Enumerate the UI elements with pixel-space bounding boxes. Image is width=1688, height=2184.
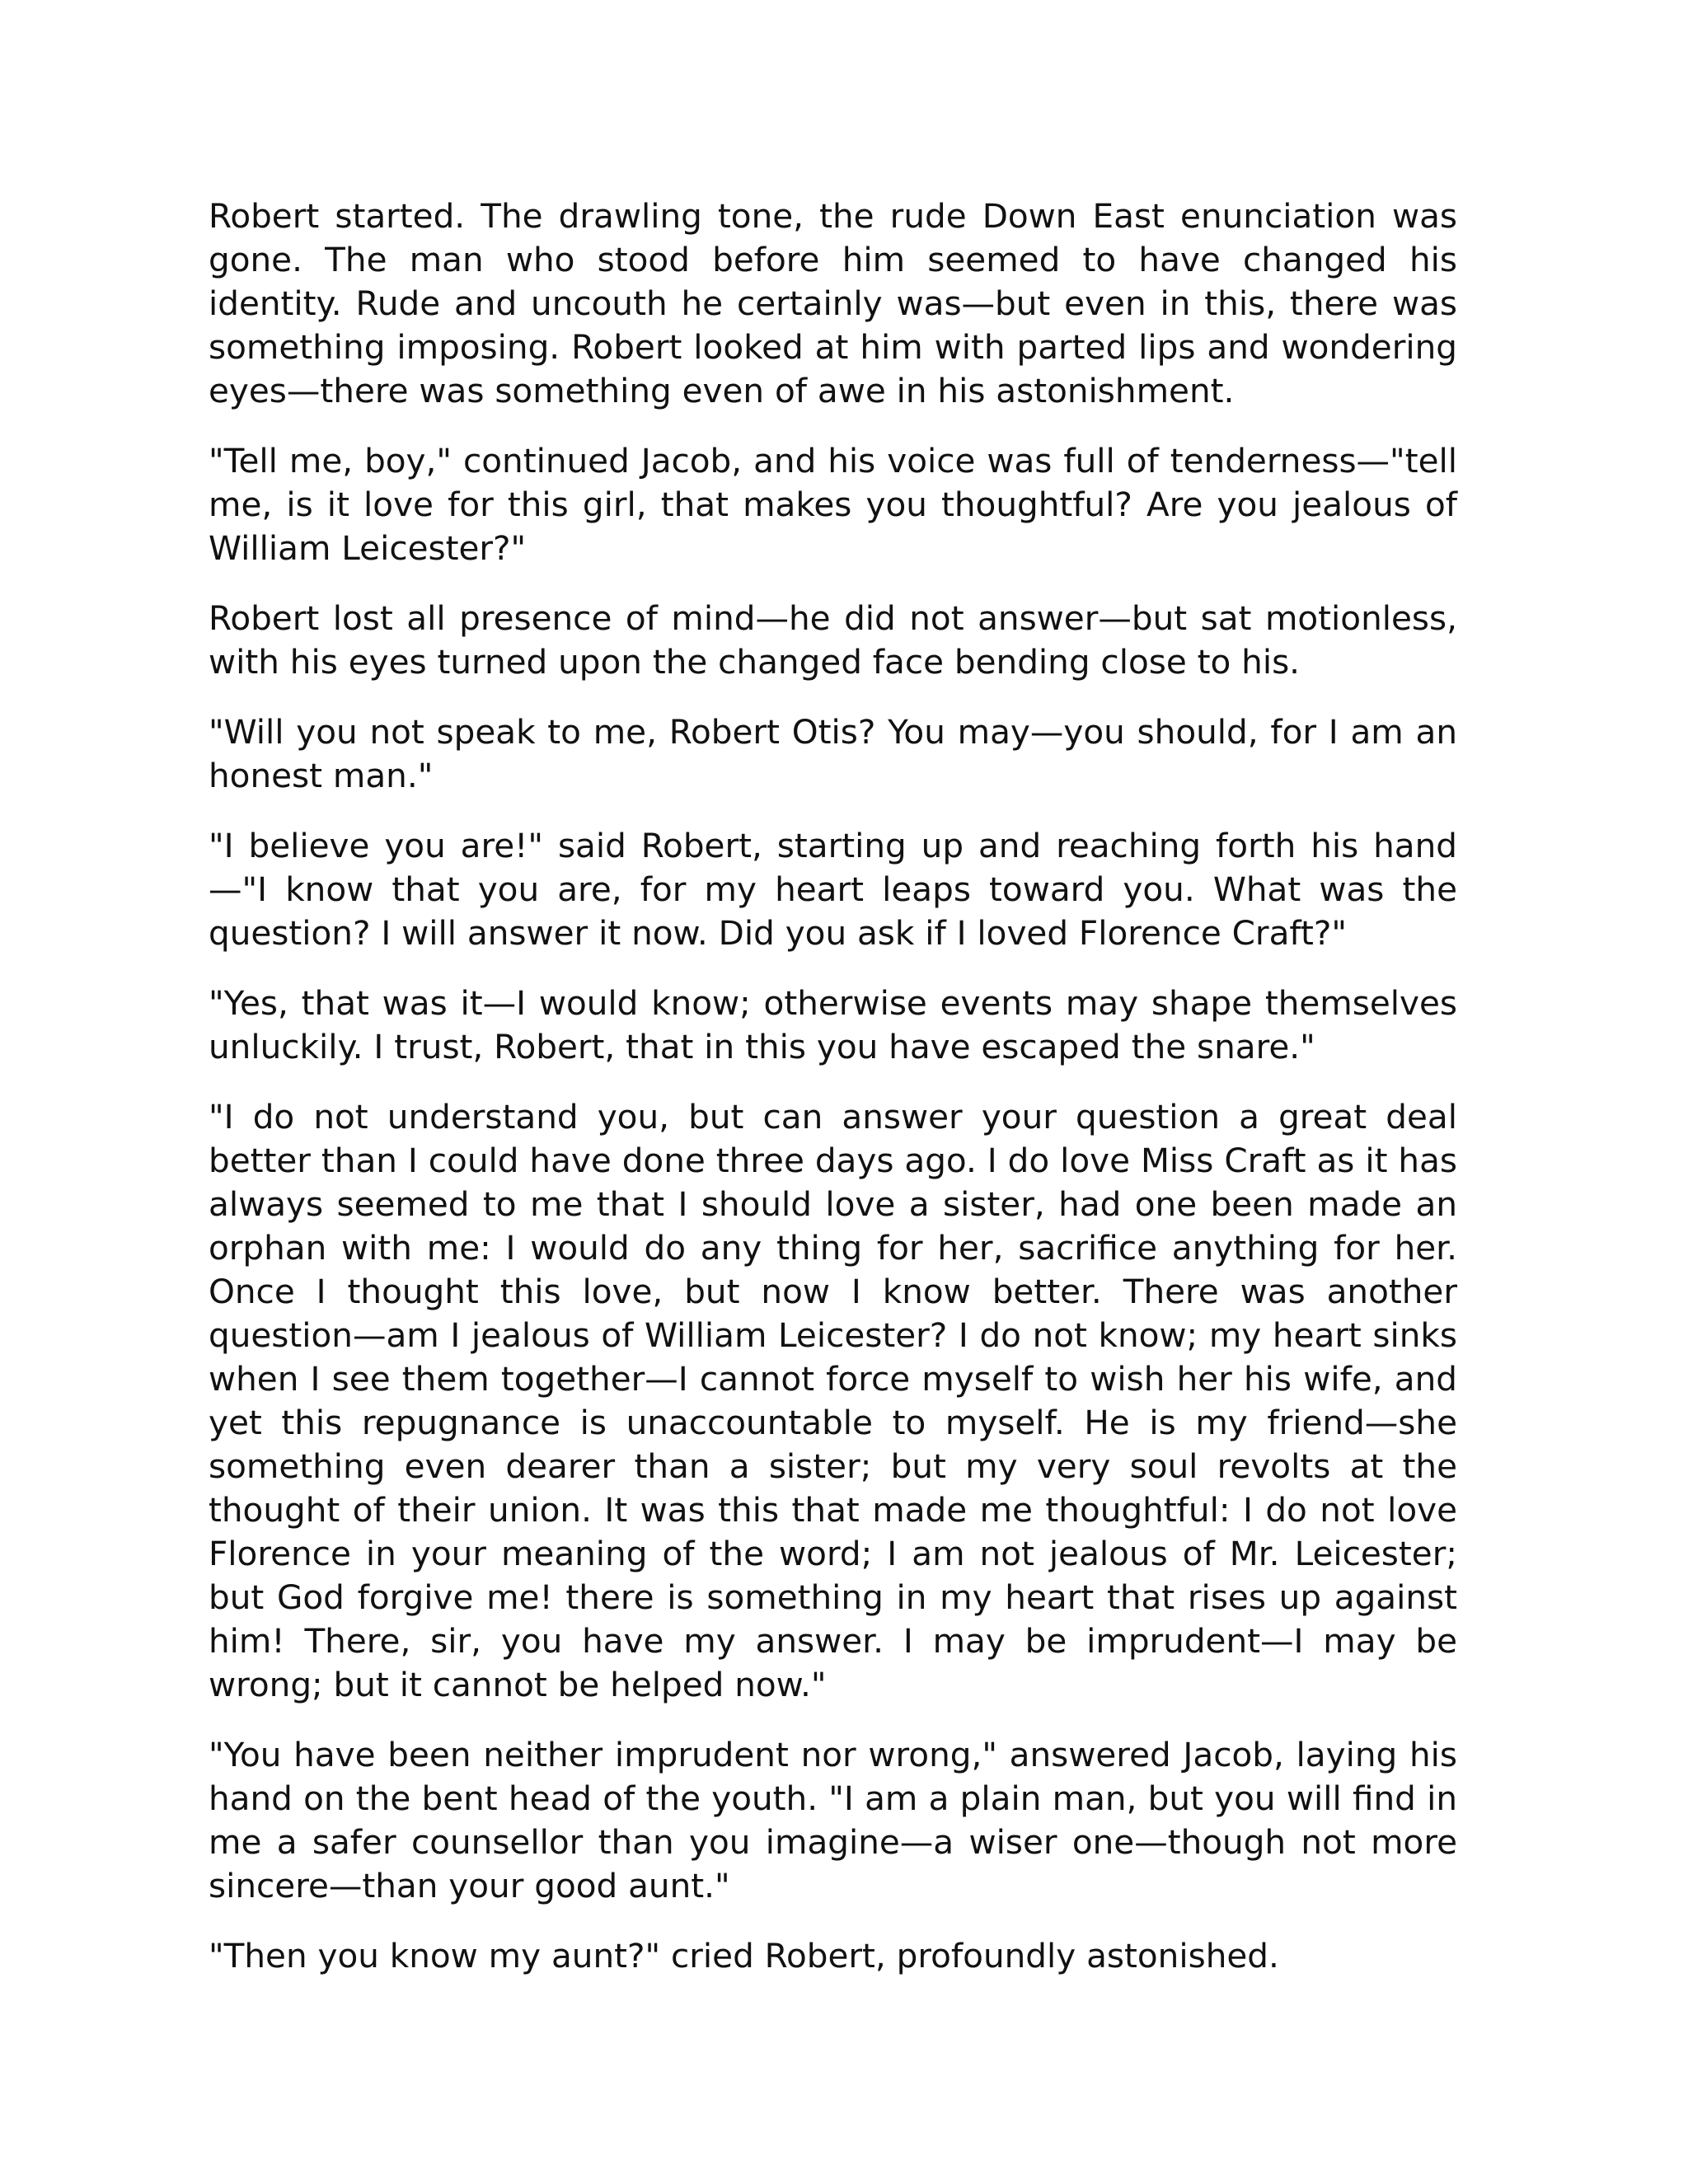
paragraph: "I do not understand you, but can answer your question a great deal better than I could have done three days ago. I do love Miss Craft as it has always seemed to me that I should love a sister, had one been made an orphan with me: I would do any thing for her, sacrifice anything for her. Once I thought this love, but now I know better. There was another question—am I jealous of William Leicester? I do not know; my heart sinks when I see them together—I cannot force myself to wish her his wife, and yet this repugnance is unaccountable to myself. He is my friend—she something even dearer than a sister; but my very soul revolts at the thought of their union. It was this that made me thoughtful: I do not love Florence in your meaning of the word; I am not jealous of Mr. Leicester; but God forgive me! there is something in my heart that rises up against him! There, sir, you have my answer. I may be imprudent—I may be wrong; but it cannot be helped now." — [209, 1097, 1457, 1704]
paragraph: "Will you not speak to me, Robert Otis? You may—you should, for I am an honest man." — [209, 712, 1457, 795]
paragraph: "Yes, that was it—I would know; otherwise events may shape themselves unluckily. I trust, Robert, that in this you have escaped the snare." — [209, 983, 1457, 1066]
paragraph: Robert started. The drawling tone, the rude Down East enunciation was gone. The man who stood before him seemed to have changed his identity. Rude and uncouth he certainly was—but even in this, there was something imposing. Robert looked at him with parted lips and wondering eyes—there was something even of awe in his astonishment. — [209, 196, 1457, 410]
paragraph: "I believe you are!" said Robert, starting up and reaching forth his hand—"I know that you are, for my heart leaps toward you. What was the question? I will answer it now. Did you ask if I loved Florence Craft?" — [209, 826, 1457, 953]
document-page — [209, 194, 1457, 1978]
paragraph: "Tell me, boy," continued Jacob, and his voice was full of tenderness—"tell me, is it love for this girl, that makes you thoughtful? Are you jealous of William Leicester?" — [209, 441, 1457, 568]
paragraph: "You have been neither imprudent nor wrong," answered Jacob, laying his hand on the bent head of the youth. "I am a plain man, but you will find in me a safer counsellor than you imagine—a wiser one—though not more sincere—than your good aunt." — [209, 1735, 1457, 1905]
paragraph: Robert lost all presence of mind—he did not answer—but sat motionless, with his eyes turned upon the changed face bending close to his. — [209, 598, 1457, 682]
paragraph: "Then you know my aunt?" cried Robert, profoundly astonished. — [209, 1936, 1279, 1975]
